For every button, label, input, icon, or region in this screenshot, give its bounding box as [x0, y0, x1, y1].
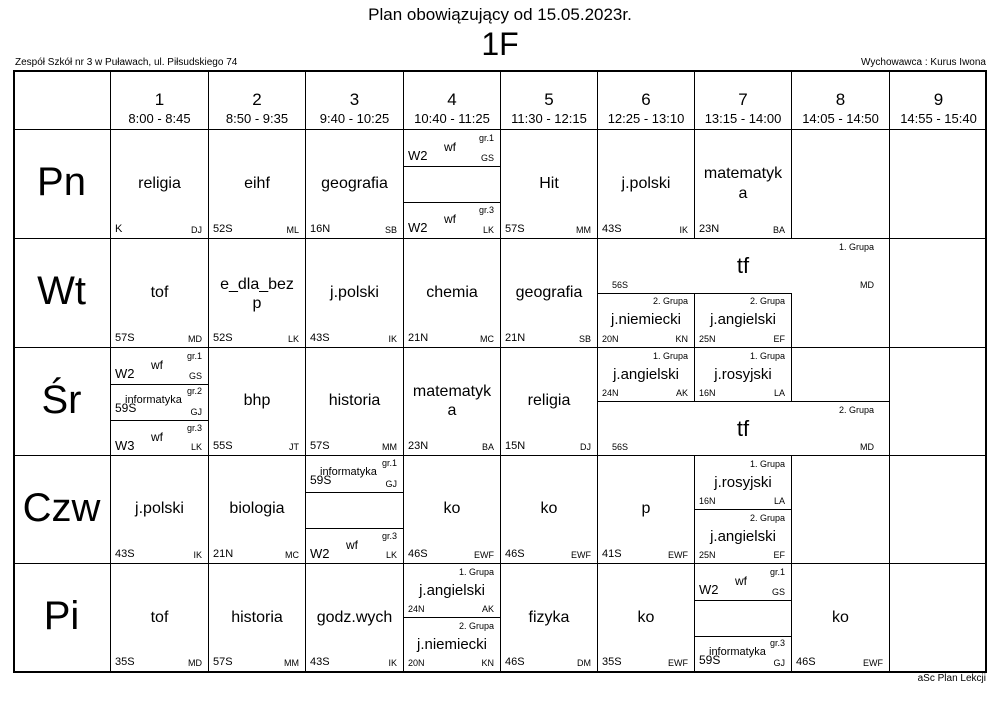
day-label: Czw [22, 486, 101, 530]
lesson-cell: fizyka 46S DM [505, 609, 591, 668]
group-lesson-cell: gr.3 wf W2 LK [408, 205, 494, 235]
grid-line [889, 70, 890, 673]
group-lesson-cell: 2. Grupa j.niemiecki 20N KN [602, 296, 688, 344]
group-lesson-cell: 2. Grupa j.angielski 25N EF [699, 296, 785, 344]
lesson-cell: Hit 57S MM [505, 175, 591, 235]
lesson-cell: ko 46S EWF [408, 500, 494, 560]
group-lesson-cell: gr.3 wf W3 LK [115, 423, 202, 453]
group-lesson-cell: 1. Grupa j.angielski 24N AK [408, 567, 494, 614]
period-header: 7 13:15 - 14:00 [704, 90, 782, 126]
group-lesson-cell: 1. Grupa tf 56S MD [598, 239, 888, 293]
lesson-cell: e_dla_bez p 52S LK [213, 276, 299, 344]
lesson-cell: p 41S EWF [602, 500, 688, 560]
group-lesson-cell: 1. Grupa j.rosyjski 16N LA [699, 351, 785, 398]
lesson-cell: biologia 21N MC [213, 500, 299, 560]
group-lesson-cell: gr.1 wf W2 GS [408, 133, 494, 163]
lesson-cell: ko 46S EWF [796, 609, 883, 668]
lesson-cell: j.polski 43S IK [115, 500, 202, 560]
group-lesson-cell: gr.2 informatyka 59S GJ [115, 386, 202, 417]
group-lesson-cell: gr.1 wf W2 GS [699, 567, 785, 597]
timetable-grid [13, 70, 987, 673]
group-lesson-cell: 1. Grupa j.rosyjski 16N LA [699, 459, 785, 506]
group-divider [404, 166, 500, 167]
lesson-cell: tof 35S MD [115, 609, 202, 668]
footer-credit: aSc Plan Lekcji [917, 673, 986, 684]
day-label: Śr [41, 378, 82, 422]
group-lesson-cell: gr.1 wf W2 GS [115, 351, 202, 381]
period-header: 9 14:55 - 15:40 [900, 90, 977, 126]
period-header: 1 8:00 - 8:45 [128, 90, 191, 126]
group-lesson-cell: 1. Grupa j.angielski 24N AK [602, 351, 688, 398]
group-lesson-cell: 2. Grupa j.angielski 25N EF [699, 513, 785, 560]
lesson-cell: ko 46S EWF [505, 500, 591, 560]
lesson-cell: matematyk a 23N BA [699, 165, 785, 235]
period-header: 2 8:50 - 9:35 [225, 90, 289, 126]
period-header: 6 12:25 - 13:10 [607, 90, 685, 126]
lesson-cell: religia K DJ [115, 175, 202, 235]
lesson-cell: godz.wych 43S IK [310, 609, 397, 668]
period-header: 4 10:40 - 11:25 [414, 90, 490, 126]
lesson-cell: geografia 16N SB [310, 175, 397, 235]
group-lesson-cell: gr.1 informatyka 59S GJ [310, 458, 397, 489]
lesson-cell: historia 57S MM [310, 392, 397, 452]
day-label: Pi [43, 594, 80, 638]
lesson-cell: j.polski 43S IK [310, 284, 397, 344]
group-lesson-cell: 2. Grupa j.niemiecki 20N KN [408, 621, 494, 668]
period-header: 8 14:05 - 14:50 [802, 90, 879, 126]
period-header: 5 11:30 - 12:15 [511, 90, 587, 126]
lesson-cell: j.polski 43S IK [602, 175, 688, 235]
lesson-cell: matematyk a 23N BA [408, 383, 494, 452]
class-name: 1F [481, 26, 519, 62]
lesson-cell: historia 57S MM [213, 609, 299, 668]
lesson-cell: eihf 52S ML [213, 175, 299, 235]
lesson-cell: bhp 55S JT [213, 392, 299, 452]
day-label: Pn [37, 160, 86, 204]
group-lesson-cell: 2. Grupa tf 56S MD [598, 402, 888, 455]
lesson-cell: chemia 21N MC [408, 284, 494, 344]
group-lesson-cell: gr.3 wf W2 LK [310, 531, 397, 561]
lesson-cell: tof 57S MD [115, 284, 202, 344]
period-header: 3 9:40 - 10:25 [319, 90, 390, 126]
lesson-cell: ko 35S EWF [602, 609, 688, 668]
group-divider [695, 600, 791, 601]
lesson-cell: geografia 21N SB [505, 284, 591, 344]
lesson-cell: religia 15N DJ [505, 392, 591, 452]
day-label: Wt [37, 269, 86, 313]
plan-title: Plan obowiązujący od 15.05.2023r. [368, 5, 632, 24]
group-divider [306, 492, 403, 493]
group-lesson-cell: gr.3 informatyka 59S GJ [699, 638, 785, 668]
school-name: Zespół Szkół nr 3 w Puławach, ul. Piłsudskiego 74 [15, 57, 238, 68]
class-teacher: Wychowawca : Kurus Iwona [861, 57, 986, 68]
